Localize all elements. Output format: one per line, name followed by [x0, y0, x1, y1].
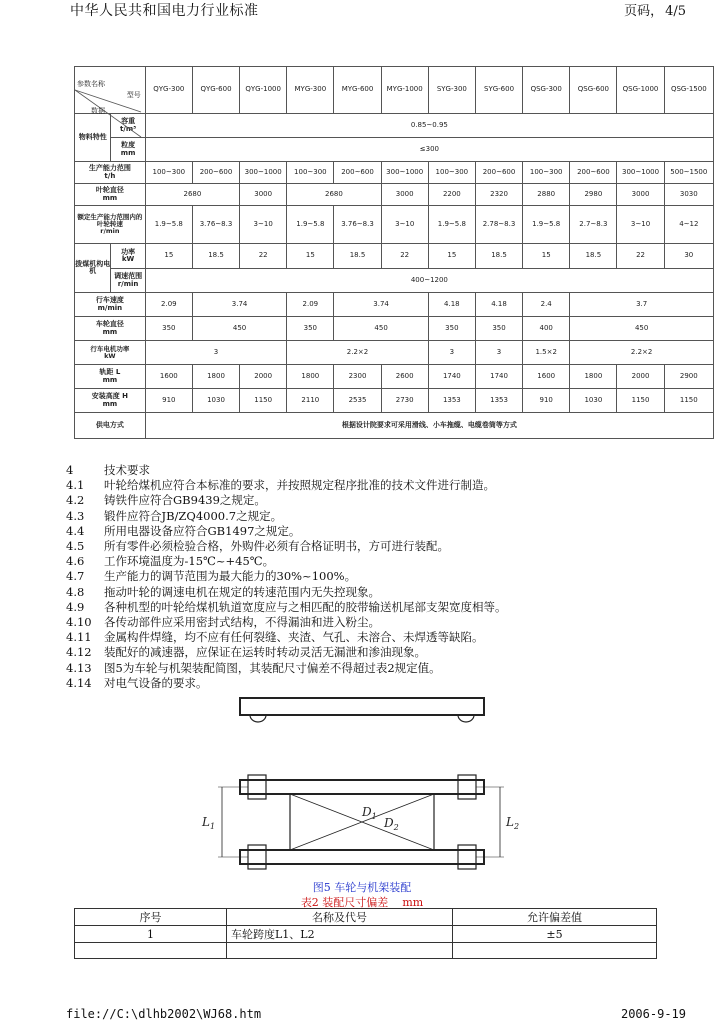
- travel-speed-cell: 4.18: [428, 293, 475, 317]
- motor-range-label: 调速范围: [114, 272, 143, 281]
- print-date: 2006-9-19: [620, 1007, 686, 1021]
- requirement-text: 锻件应符合JB/ZQ4000.7之规定。: [104, 508, 283, 523]
- capacity-cell: 100~300: [523, 162, 570, 184]
- height-cell: 1150: [664, 389, 713, 413]
- model-header: SYG-300: [428, 67, 475, 114]
- requirement-number: 4.6: [66, 554, 85, 569]
- requirement-text: 装配好的减速器，应保证在运转时转动灵活无漏泄和渗油现象。: [104, 645, 426, 660]
- requirement-number: 4.14: [66, 675, 92, 690]
- travel-speed-label: 行车速度: [95, 296, 124, 305]
- travel-speed-cell: 2.09: [145, 293, 192, 317]
- speed-cell: 1.9~5.8: [428, 206, 475, 244]
- travel-speed-unit: m/min: [97, 303, 123, 312]
- speed-cell: 3.76~8.3: [192, 206, 239, 244]
- row-name: 车轮跨度L1、L2: [227, 926, 453, 943]
- height-cell: 1353: [428, 389, 475, 413]
- capacity-label: 生产能力范围: [88, 164, 131, 173]
- speed-unit: r/min: [100, 226, 120, 235]
- height-cell: 1150: [240, 389, 287, 413]
- travel-speed-cell: 2.09: [287, 293, 334, 317]
- speed-cell: 3~10: [240, 206, 287, 244]
- speed-label: 额定生产能力范围内的叶轮转速: [77, 213, 143, 229]
- model-header: MYG-300: [287, 67, 334, 114]
- motor-power-cell: 15: [523, 244, 570, 269]
- corner-data-label: 数据: [91, 107, 105, 115]
- wheel-dia-cell: 450: [570, 317, 714, 341]
- travel-motor-unit: kW: [104, 351, 116, 360]
- row-no: 1: [75, 926, 227, 943]
- corner-model-label: 型号: [126, 91, 141, 99]
- density-unit: t/m³: [119, 124, 137, 133]
- gauge-cell: 2000: [617, 365, 664, 389]
- speed-cell: 1.9~5.8: [523, 206, 570, 244]
- side-view-wheel-right: [458, 715, 474, 722]
- capacity-cell: 300~1000: [617, 162, 664, 184]
- height-cell: 910: [523, 389, 570, 413]
- model-header: QSG-300: [523, 67, 570, 114]
- gauge-cell: 2600: [381, 365, 428, 389]
- tolerance-table: [74, 908, 657, 959]
- capacity-cell: 200~600: [334, 162, 381, 184]
- speed-cell: 3~10: [381, 206, 428, 244]
- motor-power-cell: 30: [664, 244, 713, 269]
- capacity-cell: 200~600: [475, 162, 522, 184]
- header-no: 序号: [75, 909, 227, 926]
- wheel-dia-cell: 350: [287, 317, 334, 341]
- gauge-cell: 1600: [145, 365, 192, 389]
- capacity-cell: 300~1000: [240, 162, 287, 184]
- speed-cell: 4~12: [664, 206, 713, 244]
- impeller-label: 叶轮直径: [95, 186, 124, 195]
- density-label: 容重: [121, 117, 136, 126]
- corner-param-label: 参数名称: [77, 79, 105, 88]
- wheel-dia-cell: 350: [475, 317, 522, 341]
- impeller-cell: 3030: [664, 184, 713, 206]
- label-d1: $D_1$: [362, 805, 377, 821]
- travel-motor-cell: 2.2×2: [287, 341, 429, 365]
- wheel-dia-cell: 350: [428, 317, 475, 341]
- capacity-cell: 300~1000: [381, 162, 428, 184]
- row-tolerance: ±5: [453, 926, 657, 943]
- requirement-number: 4.3: [66, 508, 85, 523]
- model-header: MYG-1000: [381, 67, 428, 114]
- impeller-cell: 3000: [240, 184, 287, 206]
- capacity-unit: t/h: [104, 171, 116, 180]
- group-motor-label: 拨煤机构电机: [75, 244, 111, 293]
- page-number: 4/5: [665, 4, 686, 19]
- motor-range-unit: r/min: [117, 279, 139, 288]
- wheel-dia-unit: mm: [102, 327, 118, 336]
- motor-power-cell: 22: [617, 244, 664, 269]
- wheel-bottom-right: [458, 845, 476, 869]
- granularity-label: 粒度: [121, 141, 136, 150]
- empty-cell: [75, 943, 227, 959]
- density-value: 0.85~0.95: [145, 114, 713, 138]
- requirement-number: 4.12: [66, 645, 92, 660]
- gauge-cell: 1740: [428, 365, 475, 389]
- gauge-cell: 1800: [192, 365, 239, 389]
- requirement-text: 叶轮给煤机应符合本标准的要求，并按照规定程序批准的技术文件进行制造。: [104, 478, 495, 493]
- height-label: 安装高度 H: [91, 392, 129, 401]
- gauge-label: 轨距 L: [99, 368, 121, 377]
- speed-cell: 3~10: [617, 206, 664, 244]
- speed-cell: 1.9~5.8: [287, 206, 334, 244]
- height-unit: mm: [102, 399, 118, 408]
- table-row-empty: [75, 943, 657, 959]
- height-cell: 1030: [192, 389, 239, 413]
- gauge-cell: 1800: [287, 365, 334, 389]
- wheel-dia-cell: 400: [523, 317, 570, 341]
- gauge-cell: 1740: [475, 365, 522, 389]
- motor-power-cell: 18.5: [475, 244, 522, 269]
- impeller-cell: 2320: [475, 184, 522, 206]
- wheel-dia-cell: 450: [334, 317, 428, 341]
- gauge-cell: 1800: [570, 365, 617, 389]
- label-l2: $L_2$: [506, 815, 520, 831]
- speed-cell: 2.7~8.3: [570, 206, 617, 244]
- height-cell: 1030: [570, 389, 617, 413]
- model-header: QSG-600: [570, 67, 617, 114]
- motor-range-value: 400~1200: [145, 269, 713, 293]
- speed-cell: 3.76~8.3: [334, 206, 381, 244]
- requirement-text: 铸铁件应符合GB9439之规定。: [104, 493, 266, 508]
- travel-speed-cell: 3.74: [334, 293, 428, 317]
- requirement-number: 4: [66, 463, 74, 477]
- impeller-cell: 2980: [570, 184, 617, 206]
- travel-speed-cell: 3.7: [570, 293, 714, 317]
- requirement-number: 4.11: [66, 630, 92, 645]
- requirement-number: 4.8: [66, 584, 85, 599]
- label-d2: $D_2$: [384, 816, 399, 832]
- gauge-cell: 1600: [523, 365, 570, 389]
- height-cell: 2110: [287, 389, 334, 413]
- requirement-number: 4.5: [66, 539, 85, 554]
- height-cell: 2535: [334, 389, 381, 413]
- motor-power-cell: 18.5: [334, 244, 381, 269]
- figure-caption: 图5 车轮与机架装配: [312, 881, 412, 894]
- requirement-number: 4.4: [66, 523, 85, 538]
- wheel-bottom-left: [248, 845, 266, 869]
- travel-speed-cell: 4.18: [475, 293, 522, 317]
- capacity-cell: 100~300: [428, 162, 475, 184]
- gauge-cell: 2900: [664, 365, 713, 389]
- requirement-text: 各种机型的叶轮给煤机轨道宽度应与之相匹配的胶带输送机尾部支架宽度相等。: [104, 599, 507, 614]
- requirement-text: 所有零件必须检验合格，外购件必须有合格证明书，方可进行装配。: [104, 539, 449, 554]
- requirement-text: 所用电器设备应符合GB1497之规定。: [104, 523, 301, 538]
- travel-motor-cell: 3: [428, 341, 475, 365]
- group-material-label: 物料特性: [75, 114, 111, 162]
- gauge-unit: mm: [102, 375, 118, 384]
- table-row: [75, 926, 657, 943]
- capacity-cell: 500~1500: [664, 162, 713, 184]
- tolerance-header-row: [75, 909, 657, 926]
- label-l1: $L_1$: [202, 815, 216, 831]
- requirement-number: 4.9: [66, 599, 85, 614]
- row-label-power-supply: 供电方式: [75, 413, 146, 439]
- speed-cell: 2.78~8.3: [475, 206, 522, 244]
- page-label: 页码，: [624, 4, 664, 19]
- motor-power-cell: 15: [428, 244, 475, 269]
- model-header: SYG-600: [475, 67, 522, 114]
- table2-title: 表2 装配尺寸偏差: [300, 896, 389, 909]
- granularity-value: ≤300: [145, 138, 713, 162]
- requirement-number: 4.13: [66, 660, 92, 675]
- capacity-cell: 100~300: [145, 162, 192, 184]
- impeller-cell: 2680: [145, 184, 239, 206]
- requirement-number: 4.7: [66, 569, 85, 584]
- wheel-top-left: [248, 775, 266, 799]
- file-path: file://C:\dlhb2002\WJ68.htm: [66, 1007, 262, 1021]
- requirement-text: 图5为车轮与机架装配简图，其装配尺寸偏差不得超过表2规定值。: [104, 660, 441, 675]
- requirement-number: 4.2: [66, 493, 85, 508]
- wheel-dia-label: 车轮直径: [95, 320, 124, 329]
- travel-motor-cell: 1.5×2: [523, 341, 570, 365]
- motor-power-cell: 18.5: [192, 244, 239, 269]
- travel-motor-cell: 3: [145, 341, 287, 365]
- impeller-cell: 3000: [381, 184, 428, 206]
- wheel-dia-cell: 450: [192, 317, 286, 341]
- impeller-cell: 3000: [617, 184, 664, 206]
- motor-power-cell: 22: [381, 244, 428, 269]
- requirement-text: 技术要求: [104, 463, 150, 477]
- travel-motor-label: 行车电机功率: [90, 344, 130, 353]
- height-cell: 1353: [475, 389, 522, 413]
- requirement-number: 4.1: [66, 478, 85, 493]
- model-header: MYG-600: [334, 67, 381, 114]
- requirement-number: 4.10: [66, 615, 92, 630]
- side-view-beam: [240, 698, 484, 715]
- travel-motor-cell: 3: [475, 341, 522, 365]
- requirement-text: 生产能力的调节范围为最大能力的30%~100%。: [104, 569, 357, 584]
- side-view-wheel-left: [250, 715, 266, 722]
- travel-speed-cell: 3.74: [192, 293, 286, 317]
- impeller-cell: 2880: [523, 184, 570, 206]
- empty-cell: [453, 943, 657, 959]
- header-tolerance: 允许偏差值: [453, 909, 657, 926]
- travel-motor-cell: 2.2×2: [570, 341, 714, 365]
- impeller-cell: 2200: [428, 184, 475, 206]
- capacity-cell: 100~300: [287, 162, 334, 184]
- gauge-cell: 2300: [334, 365, 381, 389]
- model-header: QYG-600: [192, 67, 239, 114]
- motor-power-cell: 15: [145, 244, 192, 269]
- model-header: QSG-1500: [664, 67, 713, 114]
- speed-cell: 1.9~5.8: [145, 206, 192, 244]
- power-supply-value: 根据设计院要求可采用滑线、小车拖缆、电缆卷筒等方式: [145, 413, 713, 439]
- impeller-cell: 2680: [287, 184, 381, 206]
- height-cell: 910: [145, 389, 192, 413]
- granularity-unit: mm: [120, 148, 136, 157]
- impeller-unit: mm: [102, 193, 118, 202]
- wheel-top-right: [458, 775, 476, 799]
- model-header: QSG-1000: [617, 67, 664, 114]
- model-header: QYG-1000: [240, 67, 287, 114]
- capacity-cell: 200~600: [570, 162, 617, 184]
- gauge-cell: 2000: [240, 365, 287, 389]
- height-cell: 1150: [617, 389, 664, 413]
- wheel-dia-cell: 350: [145, 317, 192, 341]
- model-header: QYG-300: [145, 67, 192, 114]
- height-cell: 2730: [381, 389, 428, 413]
- plan-bottom-beam: [240, 850, 484, 864]
- motor-power-cell: 22: [240, 244, 287, 269]
- capacity-cell: 200~600: [192, 162, 239, 184]
- requirement-text: 工作环境温度为-15℃~+45℃。: [104, 554, 275, 569]
- travel-speed-cell: 2.4: [523, 293, 570, 317]
- requirement-text: 拖动叶轮的调速电机在规定的转速范围内无失控现象。: [104, 584, 380, 599]
- plan-top-beam: [240, 780, 484, 794]
- motor-power-unit: kW: [121, 255, 135, 263]
- table2-unit: mm: [402, 896, 424, 909]
- header-name: 名称及代号: [227, 909, 453, 926]
- empty-cell: [227, 943, 453, 959]
- motor-power-label: 功率: [121, 247, 136, 256]
- motor-power-cell: 18.5: [570, 244, 617, 269]
- requirement-text: 对电气设备的要求。: [104, 675, 208, 690]
- document-title: 中华人民共和国电力行业标准: [70, 3, 259, 19]
- requirement-text: 金属构件焊缝，均不应有任何裂缝、夹渣、气孔、未溶合、未焊透等缺陷。: [104, 630, 484, 645]
- motor-power-cell: 15: [287, 244, 334, 269]
- requirement-text: 各传动部件应采用密封式结构，不得漏油和进入粉尘。: [104, 615, 380, 630]
